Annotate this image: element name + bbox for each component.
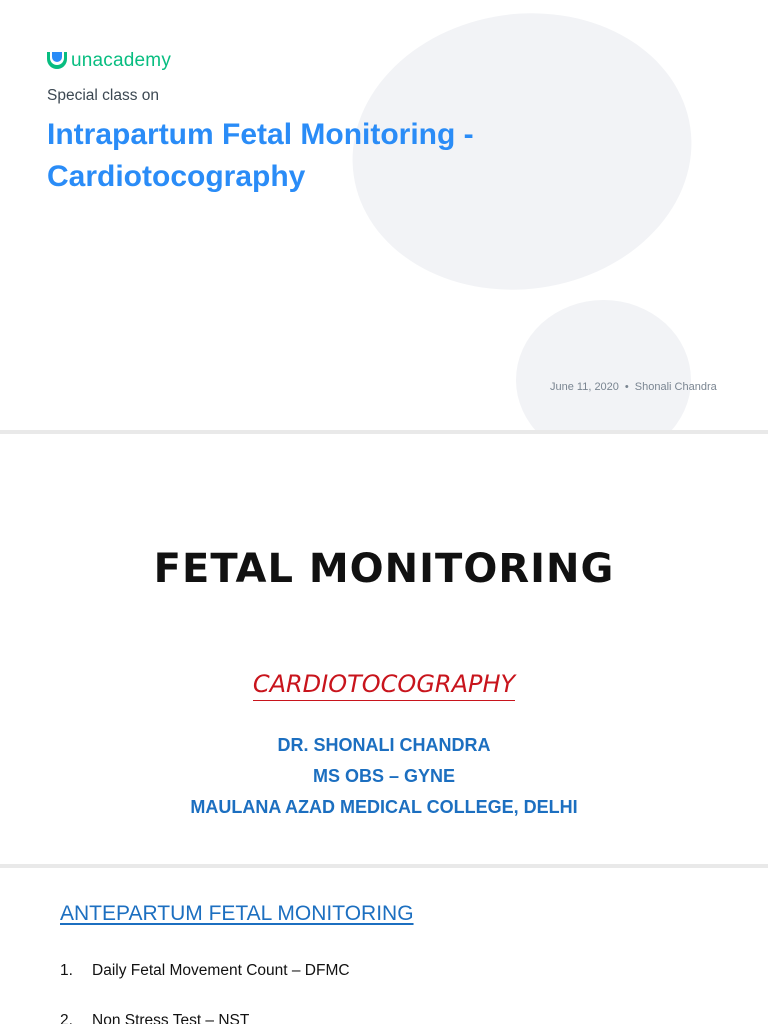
method-list <box>60 962 350 1024</box>
educator-name: Shonali Chandra <box>634 381 717 393</box>
author-qualification: MS OBS – GYNE <box>312 766 456 786</box>
list-item-text: Non Stress Test – NST <box>92 1012 250 1024</box>
author-institution: MAULANA AZAD MEDICAL COLLEGE, DELHI <box>190 797 578 817</box>
brand-logo <box>46 50 171 72</box>
unacademy-logo-icon <box>46 51 68 71</box>
meta-separator: • <box>624 381 629 393</box>
list-item <box>60 1012 350 1024</box>
logo-text: unacademy <box>71 50 172 71</box>
page-title <box>47 114 607 198</box>
list-item-number: 1. <box>60 962 73 979</box>
slide-subheading <box>0 670 768 698</box>
class-date: June 11, 2020 <box>550 381 619 393</box>
list-item <box>60 962 350 1012</box>
content-slide <box>0 868 768 1024</box>
author-block <box>0 730 768 823</box>
topic-slide <box>0 434 768 864</box>
slide-meta <box>550 381 717 393</box>
section-heading: ANTEPARTUM FETAL MONITORING <box>60 902 414 925</box>
author-name: DR. SHONALI CHANDRA <box>277 735 491 755</box>
slide-heading: FETAL MONITORING <box>153 546 615 592</box>
title-line-2: Cardiotocography <box>47 160 306 193</box>
decorative-circle <box>516 300 691 430</box>
list-item-number: 2. <box>60 1012 73 1024</box>
title-slide <box>0 0 768 430</box>
list-item-text: Daily Fetal Movement Count – DFMC <box>92 962 350 979</box>
subheading-text: CARDIOTOCOGRAPHY <box>253 670 515 701</box>
title-line-1: Intrapartum Fetal Monitoring - <box>47 118 474 151</box>
class-subtitle: Special class on <box>47 87 160 104</box>
